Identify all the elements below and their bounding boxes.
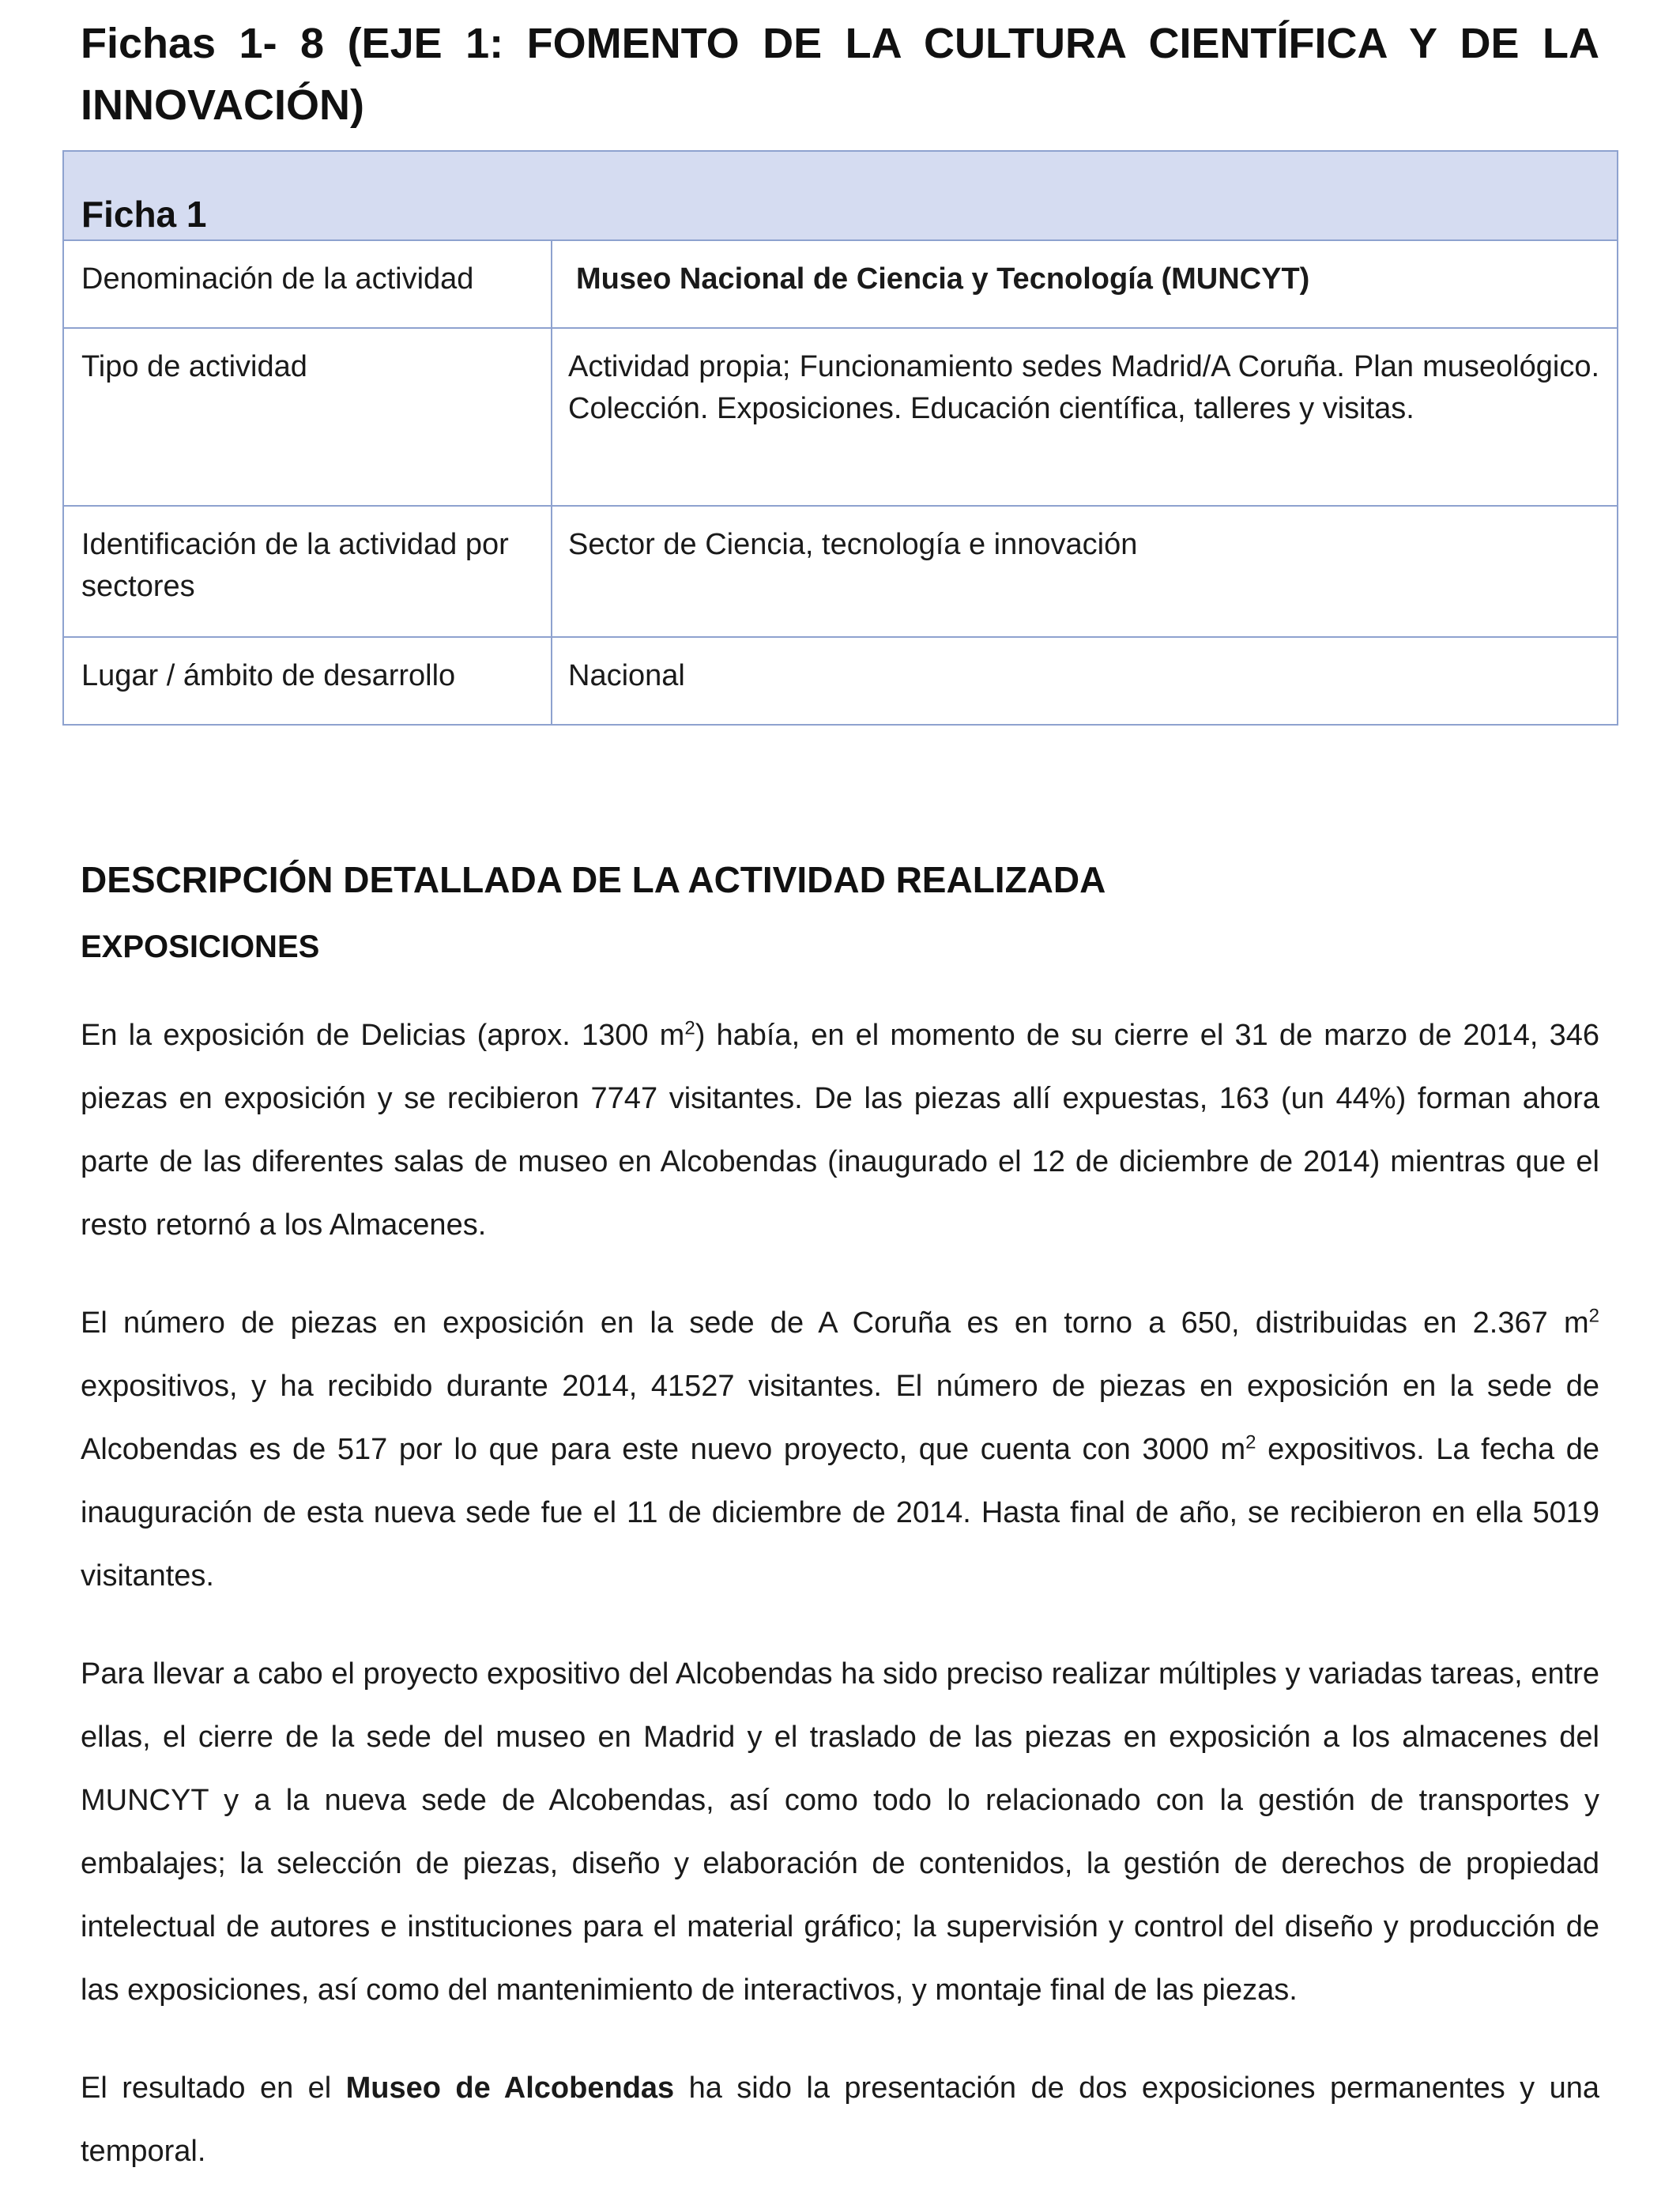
ficha-table <box>62 150 1618 726</box>
ficha-header-cell <box>63 151 1618 240</box>
table-row <box>63 506 1618 637</box>
text-span: ) había, en el momento de su cierre el 31 de marzo de 2014, 346 piezas en exposición y se recibieron 7747 visitantes. De las piezas allí expuestas, 163 (un 44%) forman ahora parte de las diferentes salas de museo en Alcobendas (inaugurado el 12 de diciembre de 2014) mientras que el resto retornó a los Almacenes. <box>81 1019 1599 1242</box>
paragraph-resultado <box>81 2056 1599 2183</box>
document-title: Fichas 1- 8 (EJE 1: FOMENTO DE LA CULTURA CIENTÍFICA Y DE LA INNOVACIÓN) <box>81 20 1599 129</box>
superscript: 2 <box>1588 1305 1599 1327</box>
row-label: Tipo de actividad <box>81 350 307 383</box>
row-label: Identificación de la actividad por sectores <box>81 528 509 603</box>
sub-heading: EXPOSICIONES <box>81 929 320 964</box>
row-value-cell <box>552 240 1618 328</box>
row-label-cell <box>63 240 552 328</box>
paragraph-delicias <box>81 1004 1599 1257</box>
ficha-header: Ficha 1 <box>81 194 207 235</box>
ficha-header-row <box>63 151 1618 240</box>
row-label: Denominación de la actividad <box>81 262 474 296</box>
museum-name: Museo de Alcobendas <box>345 2071 675 2105</box>
row-value: Sector de Ciencia, tecnología e innovación <box>568 528 1138 561</box>
row-value-cell <box>552 506 1618 637</box>
section-heading: DESCRIPCIÓN DETALLADA DE LA ACTIVIDAD REALIZADA <box>81 859 1106 900</box>
text-span: El resultado en el <box>81 2071 346 2105</box>
text-span: expositivos. La fecha de inauguración de esta nueva sede fue el 11 de diciembre de 2014. Hasta final de año, se recibieron en ella 5019 visitantes. <box>81 1433 1599 1593</box>
row-label-cell <box>63 637 552 725</box>
text-span: El número de piezas en exposición en la sede de A Coruña es en torno a 650, distribuidas en 2.367 m <box>81 1306 1589 1340</box>
paragraph-proyecto: Para llevar a cabo el proyecto expositivo del Alcobendas ha sido preciso realizar múltiples y variadas tareas, entre ellas, el cierre de la sede del museo en Madrid y el traslado de las piezas en exposición a los almacenes del MUNCYT y a la nueva sede de Alcobendas, así como todo lo relacionado con la gestión de transportes y embalajes; la selección de piezas, diseño y elaboración de contenidos, la gestión de derechos de propiedad intelectual de autores e instituciones para el material gráfico; la supervisión y control del diseño y producción de las exposiciones, así como del mantenimiento de interactivos, y montaje final de las piezas. <box>81 1657 1599 2007</box>
row-value-cell <box>552 328 1618 506</box>
table-row <box>63 637 1618 725</box>
table-row <box>63 328 1618 506</box>
row-label: Lugar / ámbito de desarrollo <box>81 659 456 692</box>
superscript: 2 <box>1245 1431 1256 1453</box>
text-span: En la exposición de Delicias (aprox. 1300 m <box>81 1019 685 1052</box>
row-value: Museo Nacional de Ciencia y Tecnología (MUNCYT) <box>576 262 1310 296</box>
row-value: Actividad propia; Funcionamiento sedes Madrid/A Coruña. Plan museológico. Colección. Exposiciones. Educación científica, talleres y visitas. <box>568 350 1600 425</box>
row-label-cell <box>63 506 552 637</box>
table-row <box>63 240 1618 328</box>
row-value: Nacional <box>568 659 685 692</box>
row-label-cell <box>63 328 552 506</box>
text-span: ha sido la presentación de dos exposiciones permanentes y una temporal. <box>81 2071 1599 2168</box>
paragraph-coruna-alcobendas <box>81 1291 1599 1608</box>
row-value-cell <box>552 637 1618 725</box>
superscript: 2 <box>684 1017 695 1039</box>
text-span: expositivos, y ha recibido durante 2014, 41527 visitantes. El número de piezas en exposición en la sede de Alcobendas es de 517 por lo que para este nuevo proyecto, que cuenta con 3000 m <box>81 1370 1599 1466</box>
